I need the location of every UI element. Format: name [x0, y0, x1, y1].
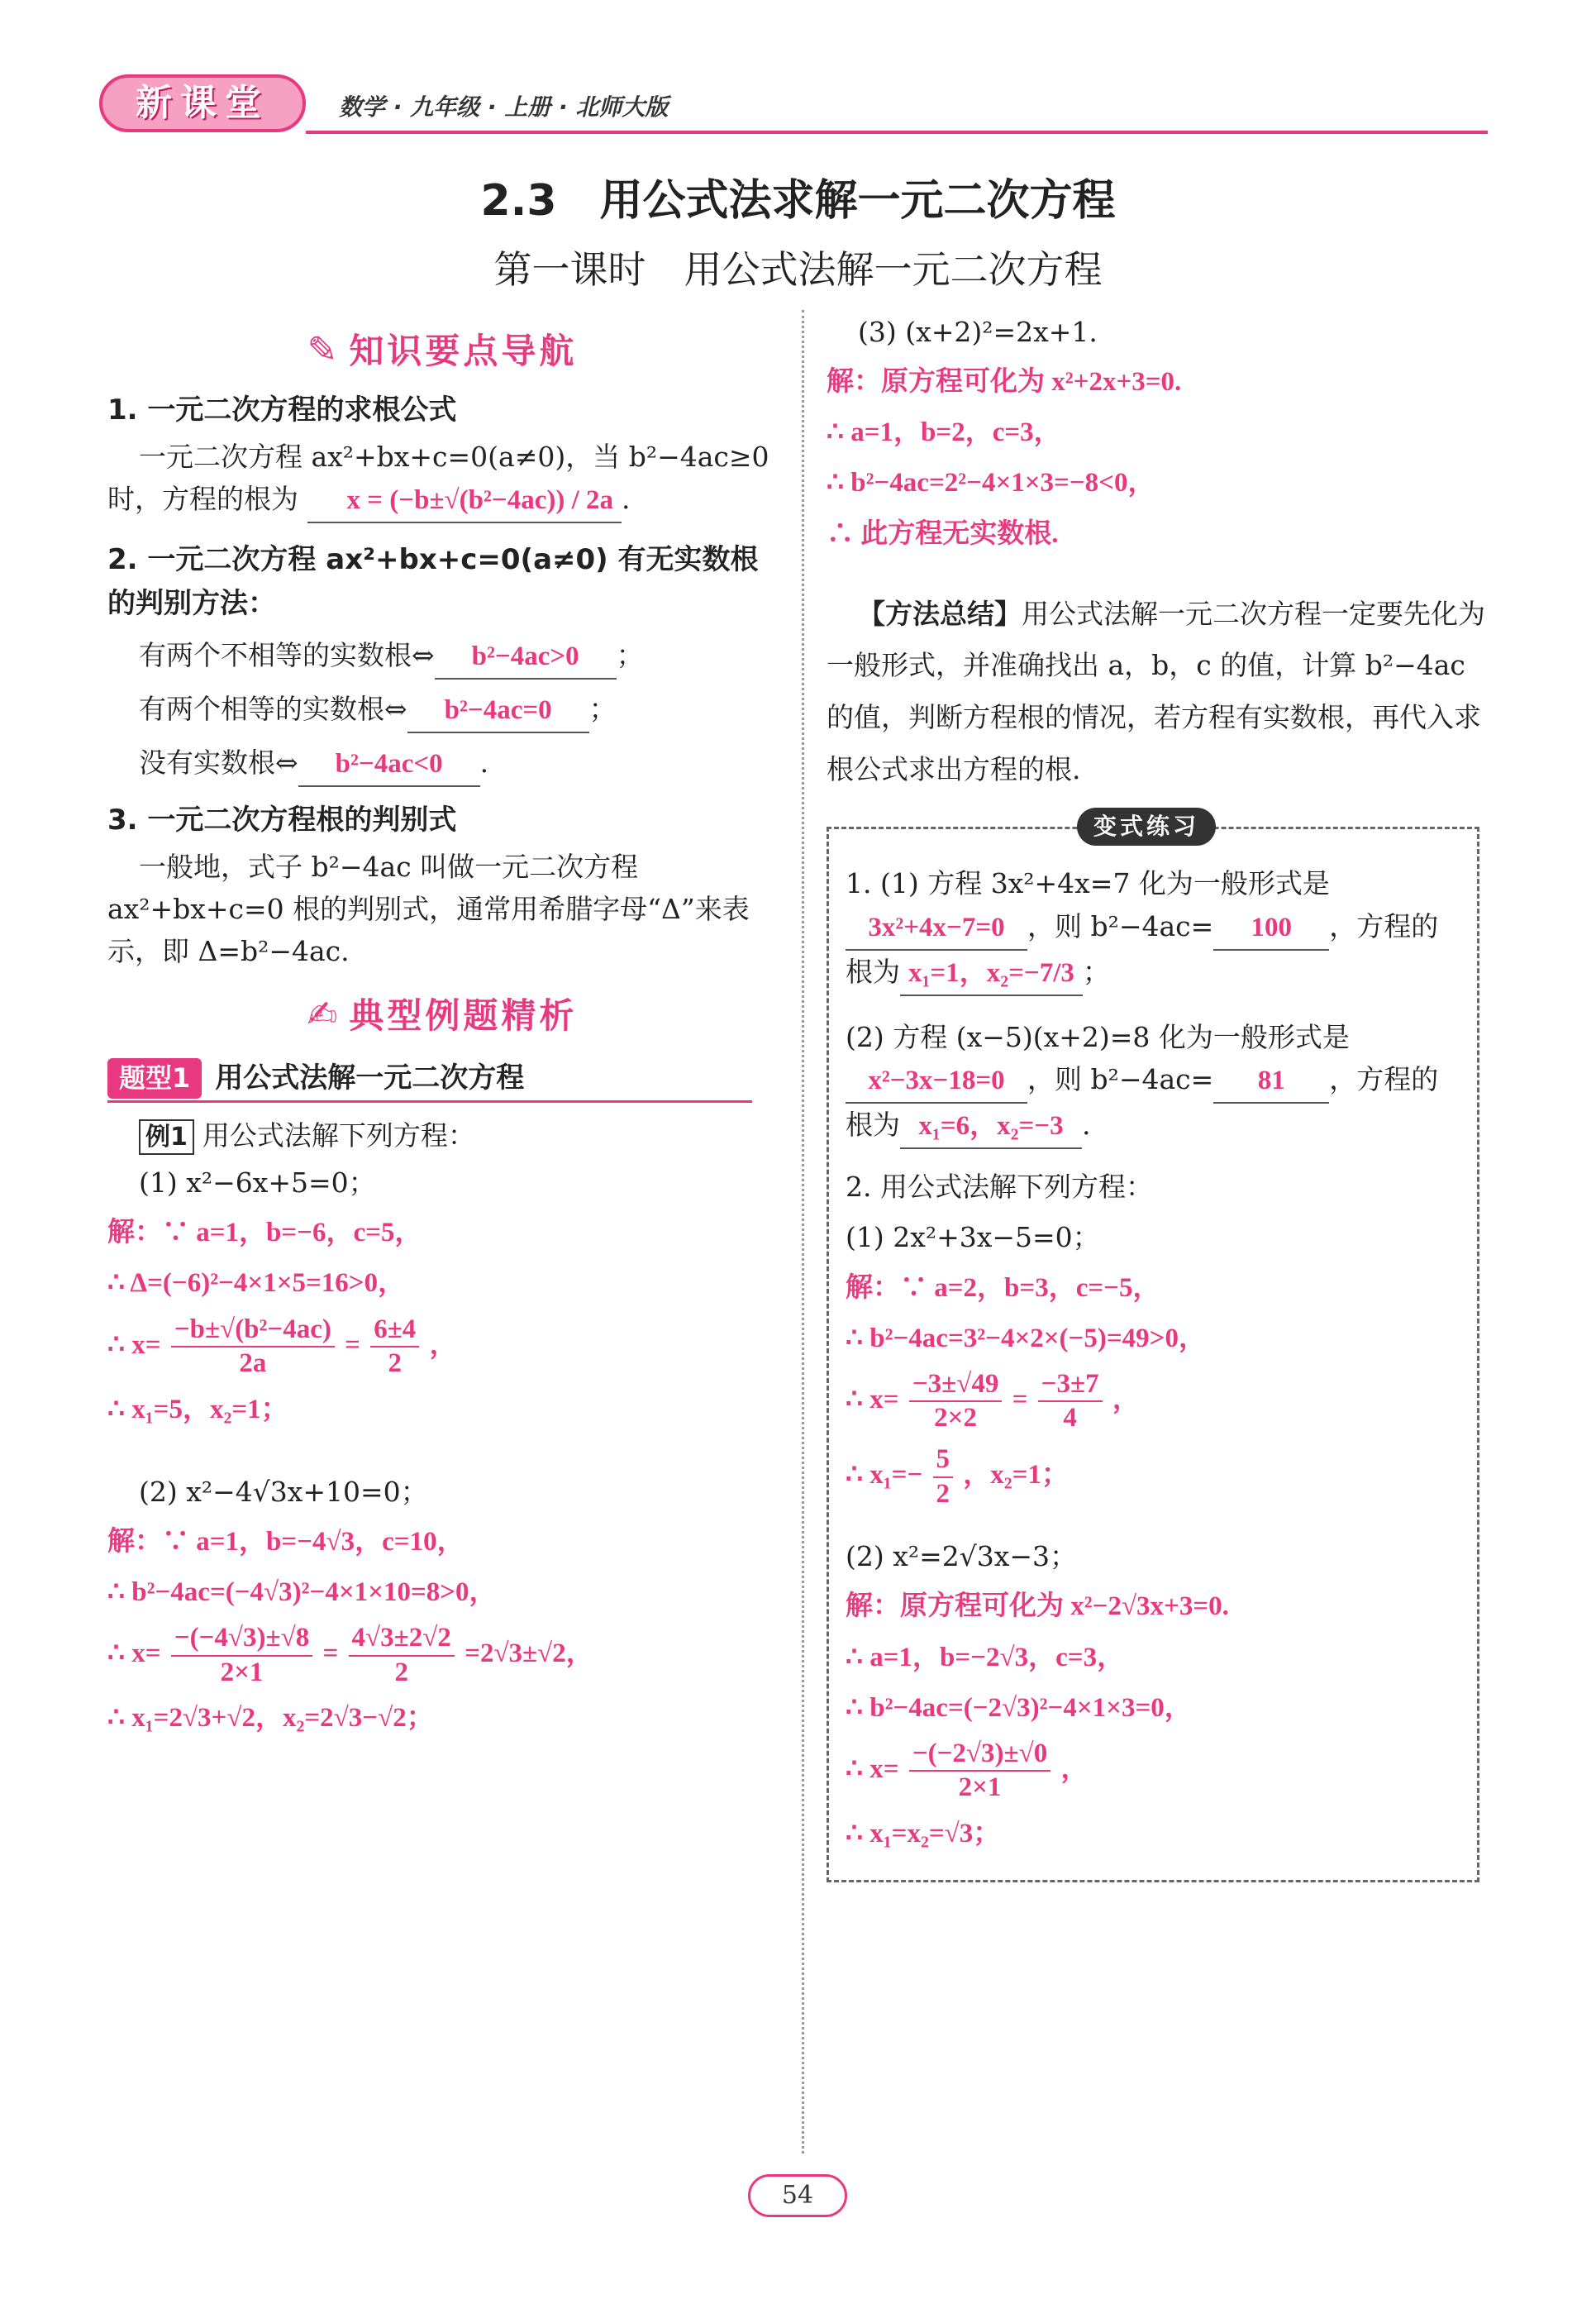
type-text: 用公式法解一元二次方程: [215, 1061, 525, 1095]
p2q2-step-2: ∴ a=1，b=−2√3，c=3，: [846, 1642, 1125, 1672]
p2q1-step-4: ∴ x₁=− $\frac{5}{2}$ ，x₂=1；: [846, 1443, 1460, 1510]
column-divider: [802, 310, 804, 2154]
q3-step-4: ∴ 此方程无实数根.: [827, 518, 1059, 549]
brand-logo-text: 新课堂: [136, 82, 269, 124]
examples-section-head: [107, 987, 777, 1043]
practice-2-q1: (1) 2x²+3x−5=0；: [846, 1221, 1100, 1254]
fraction: $\frac{-(-2√3)\pm√0}{2\times 1}$: [909, 1738, 1051, 1805]
q1-step-4: ∴ x₁=5，x₂=1；: [107, 1394, 288, 1424]
fraction: $\frac{5}{2}$: [933, 1443, 954, 1510]
knowledge-3-title: 3. 一元二次方程根的判别式: [107, 803, 457, 837]
fraction: $\frac{\text{−b±√(b²−4ac)}}{2a}$: [171, 1314, 335, 1381]
p2q2-step-4: ∴ x= $\frac{-(-2√3)\pm√0}{2\times 1}$ ，: [846, 1738, 1460, 1805]
p2q1-step-1: 解：∵ a=2，b=3，c=−5，: [846, 1272, 1160, 1303]
example-badge: 例1: [139, 1119, 194, 1155]
practice-tag: 变式练习: [1077, 808, 1216, 846]
p2q1-step-2: ∴ b²−4ac=3²−4×2×(−5)=49>0，: [846, 1323, 1206, 1353]
p2q1-step-3: ∴ x= $\frac{-3\pm√49}{2\times 2}$ = $\frac{-3\pm 7}{4}$ ，: [846, 1368, 1460, 1435]
practice-2: 2. 用公式法解下列方程：: [846, 1171, 1153, 1204]
section-title: 2.3 用公式法求解一元二次方程: [480, 176, 1116, 226]
fraction: $\frac{-3\pm√49}{2\times 2}$: [909, 1368, 1003, 1435]
q1-step-1: 解：∵ a=1，b=−6，c=5，: [107, 1218, 422, 1248]
q3-step-1: 解：原方程可化为 x²+2x+3=0.: [827, 367, 1182, 398]
brand-logo: [99, 74, 306, 132]
example-q1: (1) x²−6x+5=0；: [139, 1166, 376, 1200]
knowledge-1-text: 一元二次方程 ax²+bx+c=0(a≠0)，当 b²−4ac≥0 时，方程的根为 x = (−b±√(b²−4ac)) / 2a .: [107, 436, 777, 523]
right-column: [827, 306, 1488, 1882]
q2-step-2: ∴ b²−4ac=(−4√3)²−4×1×10=8>0，: [107, 1577, 497, 1608]
p2q2-step-3: ∴ b²−4ac=(−2√3)²−4×1×3=0，: [846, 1692, 1192, 1723]
header-rule: [306, 131, 1488, 134]
q1-step-2: ∴ Δ=(−6)²−4×1×5=16>0，: [107, 1268, 406, 1299]
page-number: 54: [748, 2174, 847, 2217]
q2-step-3: ∴ x= $\frac{-(-4√3)\pm√8}{2\times 1}$ = $\frac{4√3\pm 2√2}{2}$ =2√3±√2，: [107, 1622, 777, 1689]
example-q3: (3) (x+2)²=2x+1.: [858, 316, 1098, 348]
page-header: [99, 66, 1488, 141]
example-q2: (2) x²−4√3x+10=0；: [139, 1475, 428, 1508]
type-bar: [107, 1057, 752, 1103]
book-icon: ✎: [307, 329, 338, 371]
knowledge-3-text: 一般地，式子 b²−4ac 叫做一元二次方程 ax²+bx+c=0 根的判别式，通常用希腊字母“Δ”来表示，即 Δ=b²−4ac.: [107, 850, 750, 967]
q1-step-3: ∴ x= $\frac{\text{−b±√(b²−4ac)}}{2a}$ = $\frac{6\pm 4}{2}$ ，: [107, 1314, 777, 1381]
knowledge-1-title: 1. 一元二次方程的求根公式: [107, 394, 457, 427]
practice-1a: 1. (1) 方程 3x²+4x=7 化为一般形式是 3x²+4x−7=0 ，则 b²−4ac= 100 ，方程的根为 x₁=1，x₂=−7/3 ；: [846, 862, 1460, 995]
left-column: [107, 314, 777, 1748]
q3-step-2: ∴ a=1，b=2，c=3，: [827, 417, 1061, 448]
p2q2-step-1: 解：原方程可化为 x²−2√3x+3=0.: [846, 1591, 1229, 1622]
practice-box: [827, 813, 1479, 1882]
method-summary: 【方法总结】用公式法解一元二次方程一定要先化为一般形式，并准确找出 a，b，c 的值，计算 b²−4ac 的值，判断方程根的情况，若方程有实数根，再代入求根公式求出方程的根.: [827, 597, 1485, 785]
practice-2-q2: (2) x²=2√3x−3；: [846, 1540, 1078, 1573]
book-subtitle: 数学 · 九年级 · 上册 · 北师大版: [339, 93, 669, 121]
knowledge-section-head: [107, 322, 777, 379]
q2-step-1: 解：∵ a=1，b=−4√3，c=10，: [107, 1526, 465, 1557]
knowledge-2-title: 2. 一元二次方程 ax²+bx+c=0(a≠0) 有无实数根的判别方法：: [107, 543, 759, 620]
knowledge-1-blank: x = (−b±√(b²−4ac)) / 2a: [307, 478, 622, 523]
knowledge-section-title: 知识要点导航: [349, 330, 578, 371]
example-header: 例1 用公式法解下列方程：: [107, 1114, 777, 1157]
q3-step-3: ∴ b²−4ac=2²−4×1×3=−8<0，: [827, 468, 1155, 498]
knowledge-2-row-2: 有两个相等的实数根⇔ b²−4ac=0 ；: [107, 688, 777, 733]
type-badge: 题型1: [107, 1058, 202, 1099]
q2-step-4: ∴ x₁=2√3+√2，x₂=2√3−√2；: [107, 1703, 434, 1734]
examples-section-title: 典型例题精析: [349, 995, 578, 1036]
fraction: $\frac{-(-4√3)\pm√8}{2\times 1}$: [171, 1622, 312, 1689]
practice-1b: (2) 方程 (x−5)(x+2)=8 化为一般形式是 x²−3x−18=0 ，则 b²−4ac= 81 ，方程的根为 x₁=6，x₂=−3 .: [846, 1016, 1460, 1149]
p2q2-step-5: ∴ x₁=x₂=√3；: [846, 1818, 1001, 1848]
knowledge-2-row-1: 有两个不相等的实数根⇔ b²−4ac>0 ；: [107, 634, 777, 680]
fraction: $\frac{4√3\pm 2√2}{2}$: [349, 1622, 455, 1689]
knowledge-2-row-3: 没有实数根⇔ b²−4ac<0 .: [107, 742, 777, 787]
pen-icon: ✍: [307, 994, 338, 1037]
fraction: $\frac{6\pm 4}{2}$: [370, 1314, 419, 1381]
lesson-title: 第一课时 用公式法解一元二次方程: [493, 247, 1103, 292]
fraction: $\frac{-3\pm 7}{4}$: [1038, 1368, 1103, 1435]
